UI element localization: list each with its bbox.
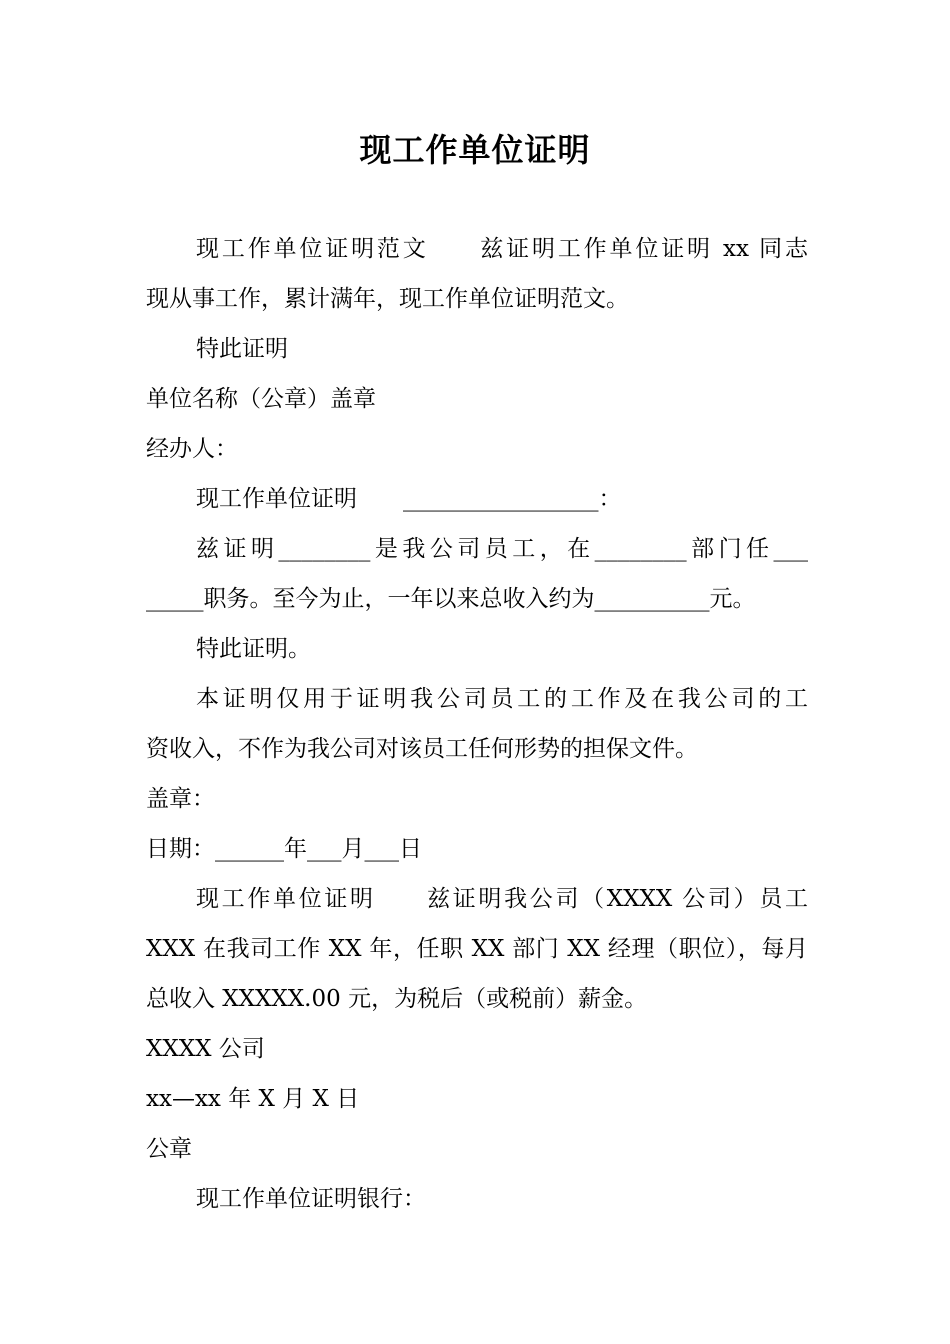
paragraph-line: 日期：______年___月___日 bbox=[146, 836, 422, 862]
paragraph-line: XXX 在我司工作 XX 年，任职 XX 部门 XX 经理（职位），每月 bbox=[146, 936, 808, 962]
paragraph-line: 现工作单位证明银行： bbox=[196, 1186, 426, 1212]
paragraph-line: xx—xx 年 X 月 X 日 bbox=[146, 1086, 360, 1112]
paragraph-line: 现从事工作，累计满年，现工作单位证明范文。 bbox=[146, 286, 629, 312]
paragraph-line: 经办人： bbox=[146, 436, 238, 462]
paragraph-line: 现工作单位证明 兹证明我公司（XXXX 公司）员工 bbox=[196, 886, 808, 912]
paragraph-line: XXXX 公司 bbox=[146, 1036, 265, 1062]
paragraph-line: 总收入 XXXXX.00 元，为税后（或税前）薪金。 bbox=[146, 986, 648, 1012]
paragraph-line: 公章 bbox=[146, 1136, 192, 1162]
paragraph-line: 特此证明。 bbox=[196, 636, 311, 662]
paragraph-line: 兹证明________是我公司员工，在________部门任___ bbox=[196, 536, 808, 562]
paragraph-line: 资收入，不作为我公司对该员工任何形势的担保文件。 bbox=[146, 736, 698, 762]
paragraph-line: 特此证明 bbox=[196, 336, 288, 362]
document-body bbox=[146, 224, 808, 1224]
paragraph-line: _____职务。至今为止，一年以来总收入约为__________元。 bbox=[146, 586, 756, 612]
document-title: 现工作单位证明 bbox=[359, 131, 591, 169]
paragraph-line: 现工作单位证明 _________________： bbox=[196, 486, 622, 512]
paragraph-line: 本证明仅用于证明我公司员工的工作及在我公司的工 bbox=[196, 686, 808, 712]
paragraph-line: 单位名称（公章）盖章 bbox=[146, 386, 376, 412]
paragraph-line: 现工作单位证明范文 兹证明工作单位证明 xx 同志 bbox=[196, 236, 808, 262]
paragraph-line: 盖章： bbox=[146, 786, 215, 812]
